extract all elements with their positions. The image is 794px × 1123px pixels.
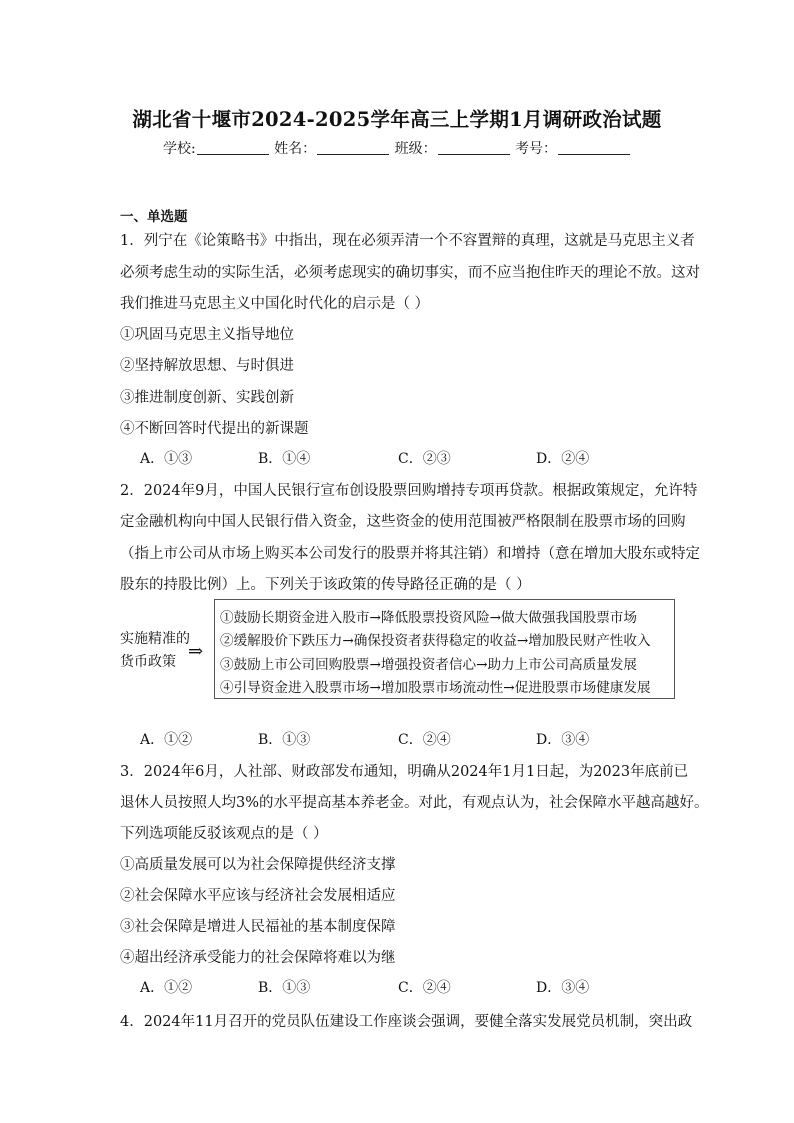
q2-stem-line: 股东的持股比例）上。下列关于该政策的传导路径正确的是（ ） (120, 577, 531, 593)
q1-option-b[interactable]: B．①④ (258, 451, 311, 467)
exam-number-label: 考号： (515, 141, 558, 157)
double-arrow-icon: ⇒ (188, 641, 204, 662)
q2-pathway-item: ②缓解股价下跌压力→确保投资者获得稳定的收益→增加股民财产性收入 (220, 633, 651, 649)
name-blank[interactable] (317, 140, 389, 155)
name-label: 姓名： (274, 141, 317, 157)
q1-stem-line: 我们推进马克思主义中国化时代化的启示是（ ） (120, 296, 430, 312)
q3-stem-line: 退休人员按照人均3%的水平提高基本养老金。对此，有观点认为，社会保障水平越高越好。 (120, 795, 709, 811)
q2-pathway-item: ④引导资金进入股票市场→增加股票市场流动性→促进股票市场健康发展 (220, 680, 651, 696)
q4-stem-line: 4．2024年11月召开的党员队伍建设工作座谈会强调，要健全落实发展党员机制，突出政 (120, 1014, 693, 1030)
q1-item: ④不断回答时代提出的新课题 (120, 421, 309, 437)
class-label: 班级： (394, 141, 437, 157)
q1-option-c[interactable]: C．②③ (398, 451, 451, 467)
q2-diagram-label: 货币政策 (120, 654, 176, 670)
q1-item: ②坚持解放思想、与时俱进 (120, 358, 294, 374)
q2-diagram-label: 实施精准的 (120, 631, 190, 647)
q2-pathway-box (214, 599, 675, 699)
q1-stem-line: 1．列宁在《论策略书》中指出，现在必须弄清一个不容置辩的真理，这就是马克思主义者 (120, 233, 695, 249)
q2-option-d[interactable]: D．③④ (536, 732, 590, 748)
class-blank[interactable] (438, 140, 510, 155)
q3-item: ②社会保障水平应该与经济社会发展相适应 (120, 888, 396, 904)
q2-stem-line: 定金融机构向中国人民银行借入资金，这些资金的使用范围被严格限制在股票市场的回购 (120, 514, 686, 530)
q1-item: ①巩固马克思主义指导地位 (120, 327, 294, 343)
q3-item: ①高质量发展可以为社会保障提供经济支撑 (120, 857, 396, 873)
q3-option-b[interactable]: B．①③ (258, 980, 311, 996)
student-info-line (0, 138, 794, 158)
q3-stem-line: 下列选项能反驳该观点的是（ ） (120, 826, 328, 842)
q1-option-d[interactable]: D．②④ (536, 451, 590, 467)
q1-item: ③推进制度创新、实践创新 (120, 390, 294, 406)
q1-option-a[interactable]: A．①③ (140, 451, 193, 467)
q3-item: ④超出经济承受能力的社会保障将难以为继 (120, 950, 396, 966)
q2-option-a[interactable]: A．①② (140, 732, 193, 748)
q2-pathway-item: ①鼓励长期资金进入股市→降低股票投资风险→做大做强我国股票市场 (220, 610, 637, 626)
q2-pathway-item: ③鼓励上市公司回购股票→增强投资者信心→助力上市公司高质量发展 (220, 657, 637, 673)
exam-number-blank[interactable] (558, 140, 630, 155)
q1-stem-line: 必须考虑生动的实际生活，必须考虑现实的确切事实，而不应当抱住昨天的理论不放。这对 (120, 265, 700, 281)
page-title: 湖北省十堰市2024-2025学年高三上学期1月调研政治试题 (132, 108, 662, 131)
q3-stem-line: 3．2024年6月，人社部、财政部发布通知，明确从2024年1月1日起，为2023年底前已 (120, 764, 689, 780)
q3-option-d[interactable]: D．③④ (536, 980, 590, 996)
q2-stem-line: 2．2024年9月，中国人民银行宣布创设股票回购增持专项再贷款。根据政策规定，允许特 (120, 483, 698, 499)
q3-option-c[interactable]: C．②④ (398, 980, 451, 996)
q3-option-a[interactable]: A．①② (140, 980, 193, 996)
section-heading: 一、单选题 (120, 209, 188, 225)
q2-option-c[interactable]: C．②④ (398, 732, 451, 748)
q2-option-b[interactable]: B．①③ (258, 732, 311, 748)
school-label: 学校: (162, 141, 196, 157)
q3-item: ③社会保障是增进人民福祉的基本制度保障 (120, 919, 396, 935)
q2-stem-line: （指上市公司从市场上购买本公司发行的股票并将其注销）和增持（意在增加大股东或特定 (120, 546, 700, 562)
school-blank[interactable] (197, 140, 269, 155)
